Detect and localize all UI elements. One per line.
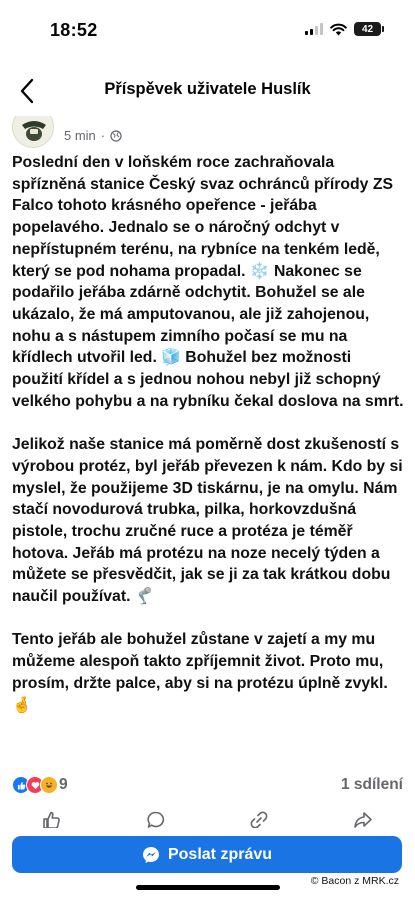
post-paragraph: Tento jeřáb ale bohužel zůstane v zajetí a my mu můžeme alespoň takto zpříjemnit život. Proto mu, prosím, držte palce, aby si na protézu úplně zvykl. 🤞 bbox=[12, 631, 388, 714]
send-message-label: Poslat zprávu bbox=[167, 845, 273, 863]
wifi-icon bbox=[330, 23, 347, 36]
header bbox=[0, 66, 415, 116]
globe-icon bbox=[110, 130, 122, 142]
status-time: 18:52 bbox=[50, 20, 98, 40]
post-time: 5 min bbox=[64, 128, 96, 143]
battery-icon: 42 bbox=[354, 22, 381, 36]
watermark-credit: © Bacon z MRK.cz bbox=[310, 875, 399, 887]
reactions-count: 9 bbox=[59, 776, 68, 793]
copy-link-icon[interactable] bbox=[247, 810, 271, 828]
home-indicator[interactable] bbox=[136, 885, 280, 890]
cellular-signal-icon bbox=[305, 23, 323, 35]
reactions-row bbox=[12, 774, 403, 796]
page-title: Příspěvek uživatele Huslík bbox=[104, 80, 311, 98]
haha-reaction-icon bbox=[40, 776, 58, 794]
like-icon[interactable] bbox=[40, 810, 64, 828]
post-meta bbox=[64, 128, 122, 143]
meta-separator: · bbox=[100, 128, 106, 143]
send-message-button[interactable] bbox=[12, 836, 402, 873]
status-bar bbox=[0, 0, 415, 60]
messenger-icon bbox=[142, 846, 160, 864]
post-paragraph: Poslední den v loňském roce zachraňovala spřízněná stanice Český svaz ochránců přírody ZS Falco tohoto krásného opeřence - jeřába popelavého. Jednalo se o náročný odchyt v nepřístupném terénu, na rybníce na tenkém ledě, který se pod nohama propadal. ❄️ Nakonec se podařilo jeřába zdárně odchytit. Bohužel se ale ukázalo, že má amputovanou, ale již zahojenou, nohu a s nástupem zimního počasí se mu na křídlech utvořil led. 🧊 Bohužel bez možnosti použití křídel a s jednou nohou nebyl již schopný velkého pohybu a na rybníku čekal doslova na smrt. bbox=[12, 154, 404, 410]
share-icon[interactable] bbox=[351, 810, 375, 828]
post-actions bbox=[0, 806, 415, 828]
shares-count[interactable]: 1 sdílení bbox=[340, 776, 403, 793]
reactions-summary[interactable] bbox=[12, 776, 68, 794]
status-icons bbox=[305, 22, 381, 36]
post-body bbox=[12, 152, 406, 738]
post-paragraph: Jelikož naše stanice má poměrně dost zkušeností s výrobou protéz, byl jeřáb převezen k nám. Kdo by si myslel, že použijeme 3D tiskárnu, je na omylu. Nám stačí novodurová trubka, pilka, horkovzdušná pistole, trochu zručné ruce a protéza je téměř hotova. Jeřáb má protézu na noze necelý týden a můžete se přesvědčit, jak se ji za tak krátkou dobu naučil používat. 🦿 bbox=[12, 436, 403, 606]
reaction-icons bbox=[12, 776, 54, 794]
comment-icon[interactable] bbox=[144, 810, 168, 828]
